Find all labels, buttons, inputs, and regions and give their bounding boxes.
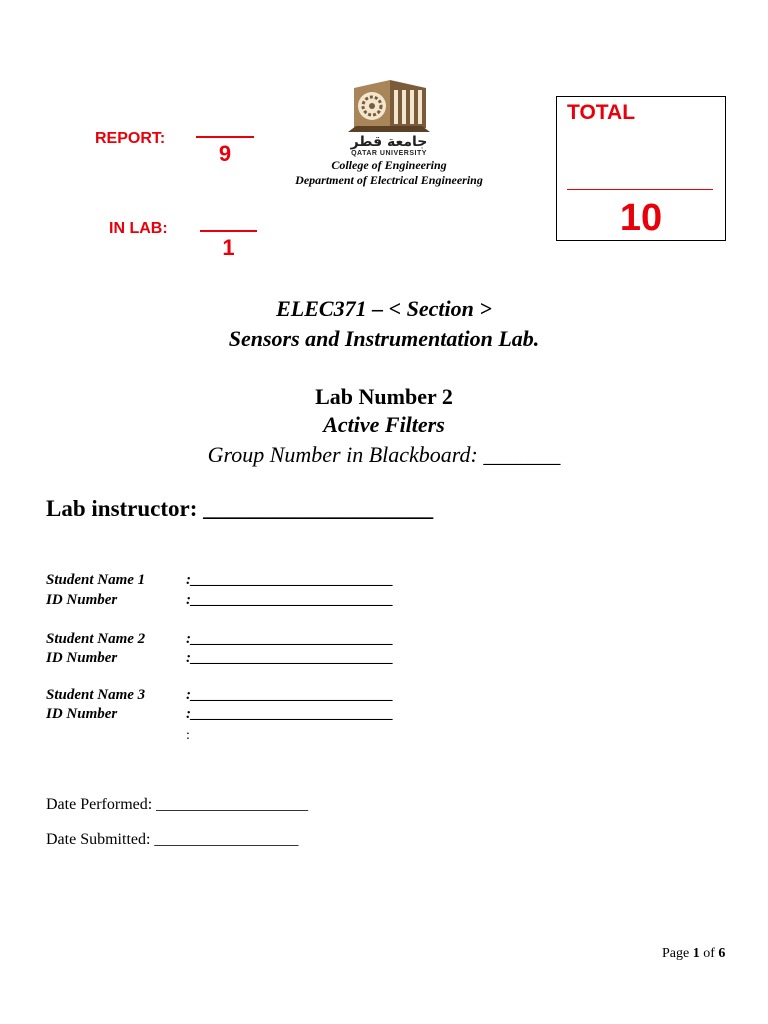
student-2-name-label: Student Name 2 (46, 631, 146, 647)
student-1-id-field: :___________________________ (186, 592, 394, 608)
university-logo (276, 76, 502, 188)
total-label: TOTAL (567, 101, 636, 124)
date-performed: Date Performed: ___________________ (46, 796, 309, 813)
page-number (662, 946, 725, 962)
date-submitted: Date Submitted: __________________ (46, 831, 299, 848)
student-1-id-row (46, 592, 394, 609)
page-of: of (699, 946, 719, 961)
total-score-box (556, 96, 726, 241)
student-3-id-row (46, 706, 394, 723)
lab-instructor: Lab instructor: ____________________ (46, 496, 434, 521)
student-2-name-row (46, 631, 394, 648)
total-score-line (567, 189, 713, 190)
student-2-id-label: ID Number (46, 650, 118, 666)
lab-number: Lab Number 2 (315, 384, 453, 409)
student-1-name-label: Student Name 1 (46, 572, 146, 588)
course-subtitle: Sensors and Instrumentation Lab. (228, 326, 540, 351)
inlab-label: IN LAB: (109, 220, 168, 237)
university-arabic-name: جامعة قطر (350, 134, 428, 150)
total-score: 10 (619, 197, 663, 239)
report-score-line (196, 136, 254, 138)
page-prefix: Page (662, 946, 693, 961)
course-title: ELEC371 – < Section > (276, 296, 492, 321)
qatar-university-emblem-icon (346, 76, 432, 136)
student-1-id-label: ID Number (46, 592, 118, 608)
department-name: Department of Electrical Engineering (295, 173, 483, 187)
student-3-name-row (46, 687, 394, 704)
student-3-name-label: Student Name 3 (46, 687, 146, 703)
student-2-name-field: :___________________________ (186, 631, 394, 647)
college-name: College of Engineering (331, 158, 447, 172)
college-department (276, 158, 502, 188)
student-3-id-field: :___________________________ (186, 706, 394, 722)
student-1-name-row (46, 572, 394, 589)
inlab-score-line (200, 230, 257, 232)
student-3-id-label: ID Number (46, 706, 118, 722)
student-3-name-field: :___________________________ (186, 687, 394, 703)
page-current: 1 (692, 946, 700, 961)
university-english-name: QATAR UNIVERSITY (351, 150, 427, 157)
student-1-name-field: :___________________________ (186, 572, 394, 588)
student-2-id-row (46, 650, 394, 667)
lab-title: Active Filters (323, 412, 445, 437)
student-2-id-field: :___________________________ (186, 650, 394, 666)
page-total: 6 (718, 946, 726, 961)
report-score: 9 (218, 141, 232, 166)
report-label: REPORT: (95, 130, 166, 147)
inlab-score: 1 (222, 235, 235, 260)
stray-colon: : (186, 728, 190, 743)
group-number: Group Number in Blackboard: _______ (207, 442, 561, 467)
